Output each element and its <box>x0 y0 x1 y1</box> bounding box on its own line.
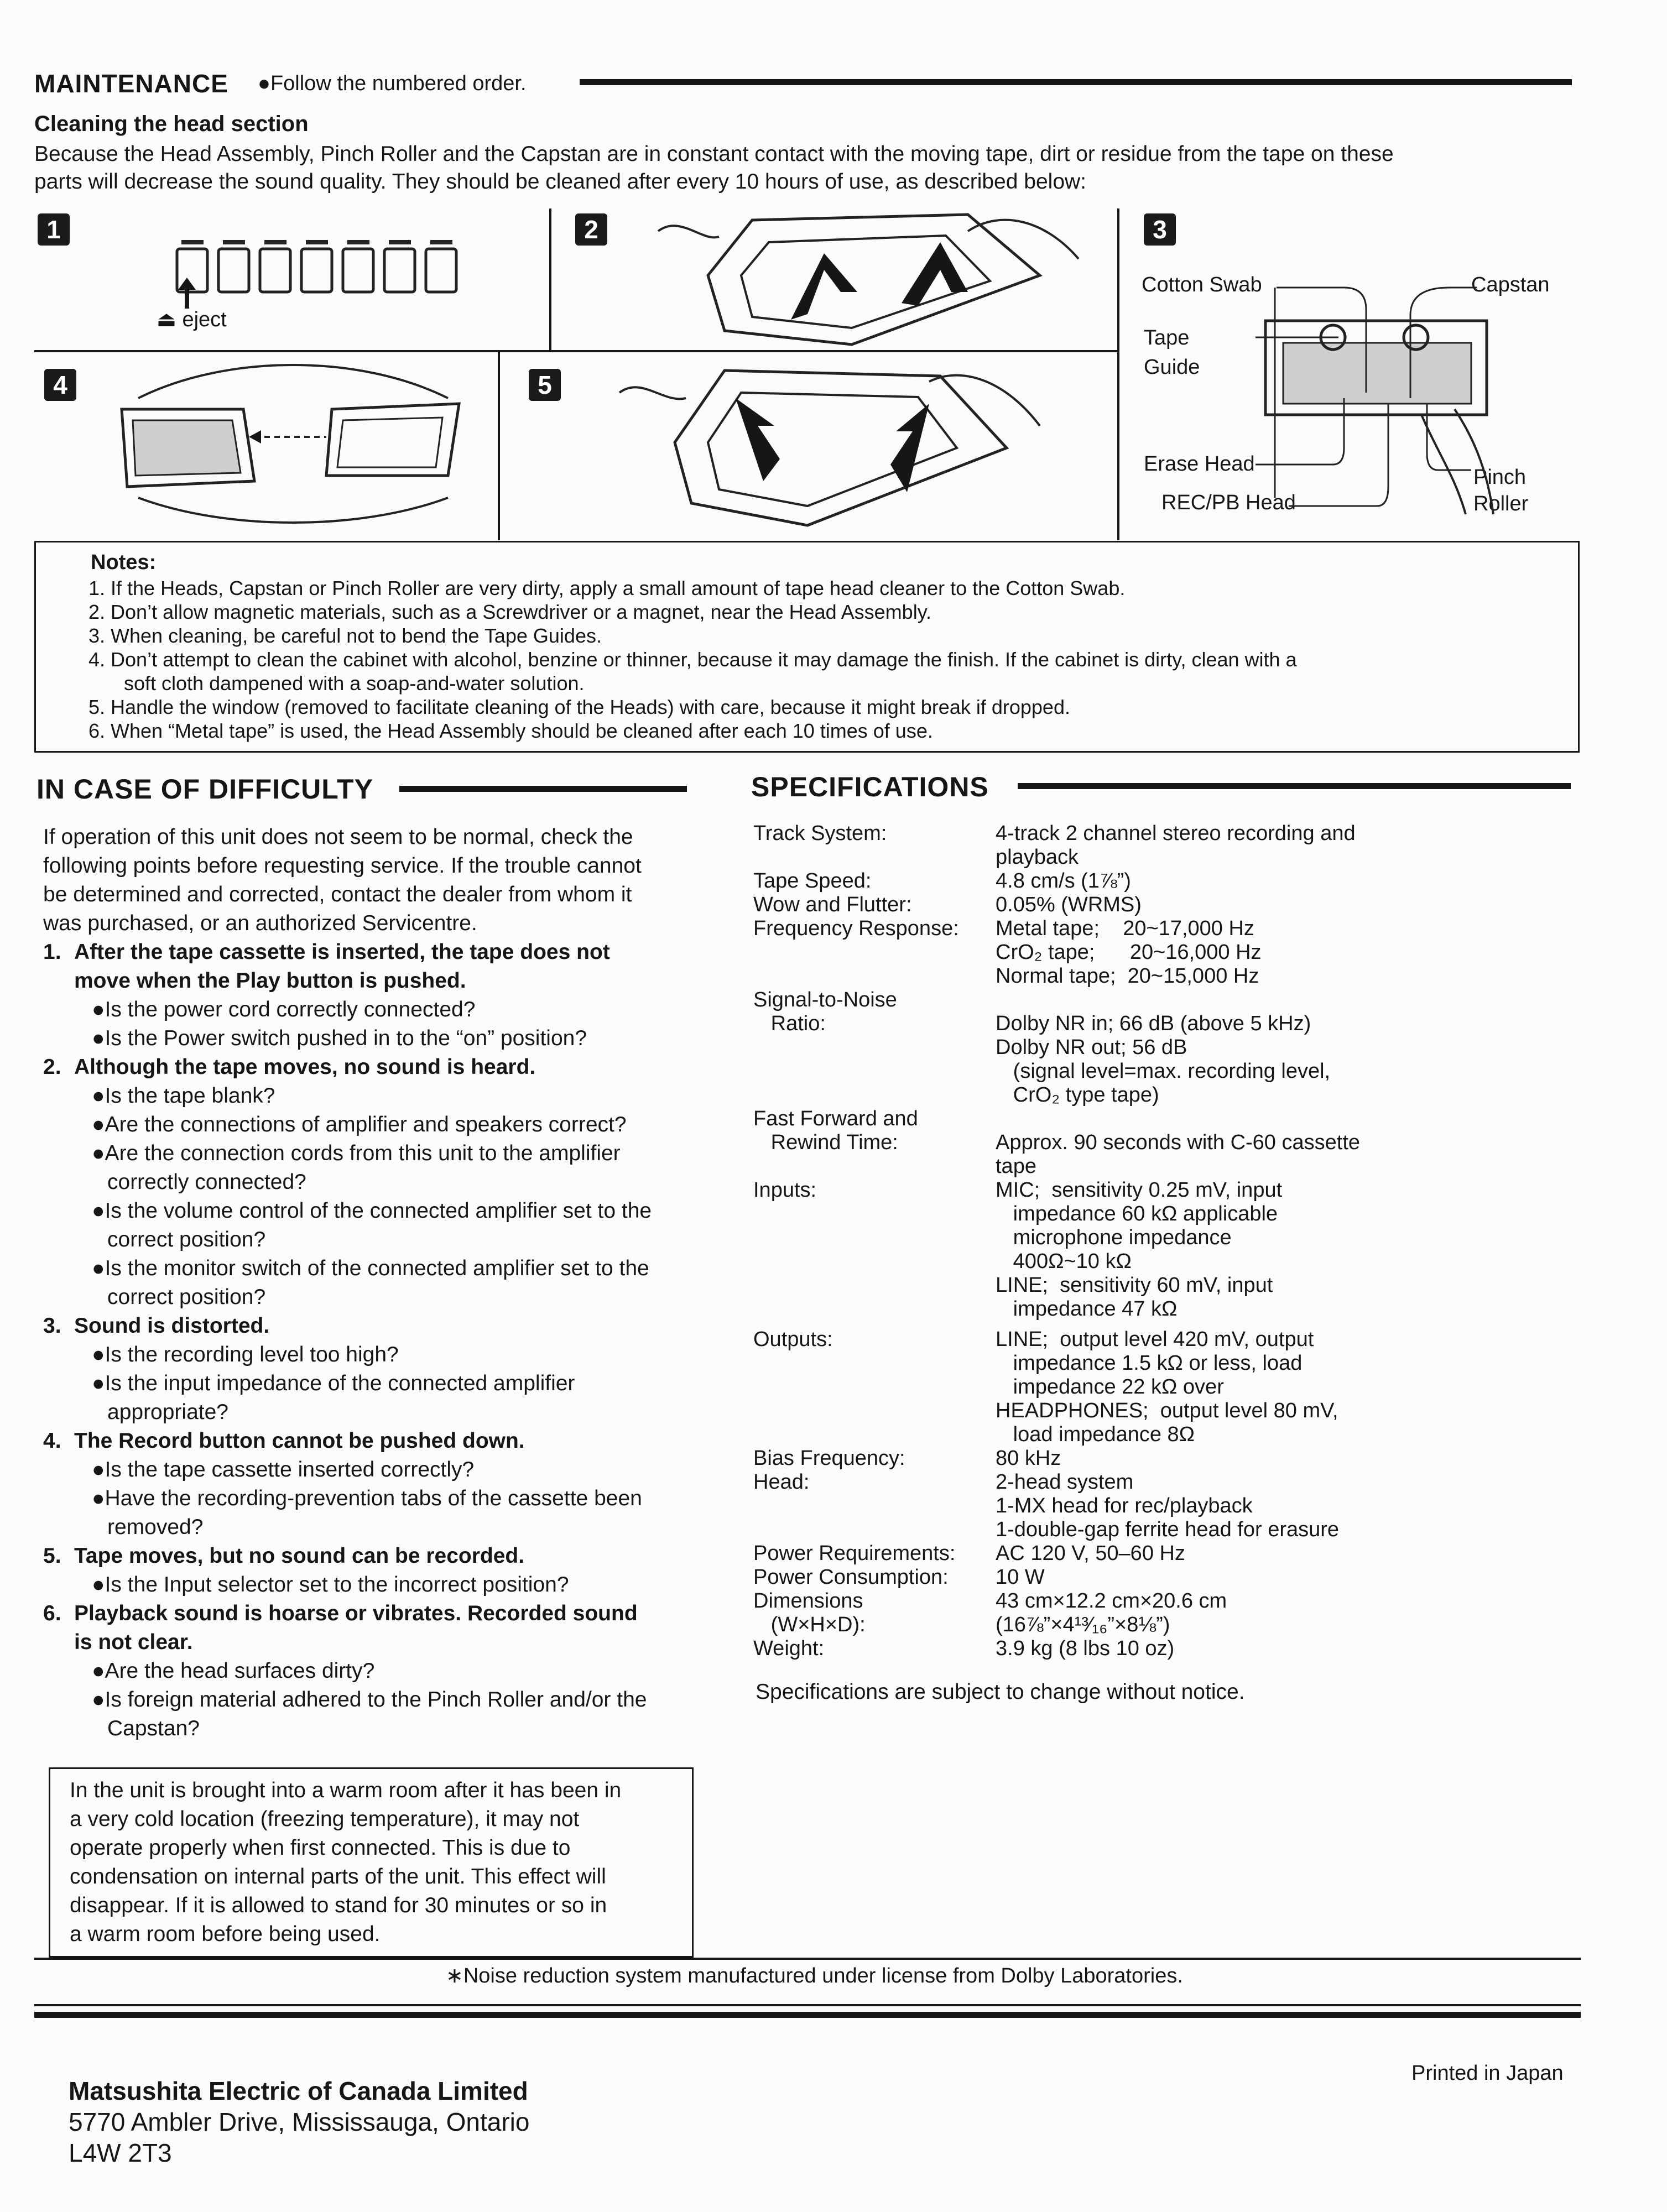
item-number: 4. <box>43 1429 61 1453</box>
spec-label: Power Requirements: <box>753 1542 956 1565</box>
spec-value: CrO₂ type tape) <box>996 1083 1159 1107</box>
window-removed-illustration <box>116 365 470 509</box>
spec-label: Wow and Flutter: <box>753 893 912 916</box>
maintenance-title: MAINTENANCE <box>34 69 228 98</box>
item-number: 6. <box>43 1601 61 1625</box>
check-item: ●Is the input impedance of the connected amplifier <box>92 1371 575 1395</box>
spec-value: LINE; sensitivity 60 mV, input <box>996 1274 1273 1297</box>
check-item: ●Is the volume control of the connected amplifier set to the <box>92 1199 652 1223</box>
spec-label: Power Consumption: <box>753 1566 949 1589</box>
spec-value: 10 W <box>996 1566 1045 1589</box>
dolby-note: ∗Noise reduction system manufactured under license from Dolby Laboratories. <box>446 1964 1183 1987</box>
item-heading: Tape moves, but no sound can be recorded. <box>74 1544 525 1568</box>
difficulty-title: IN CASE OF DIFFICULTY <box>37 774 373 805</box>
item-number: 5. <box>43 1544 61 1568</box>
spec-label: Tape Speed: <box>753 869 872 893</box>
spec-label: Inputs: <box>753 1178 817 1202</box>
note-item: 2. Don’t allow magnetic materials, such as a Screwdriver or a magnet, near the Head Assembly. <box>88 601 932 623</box>
footer-rule-thick <box>34 2012 1581 2018</box>
spec-value: Metal tape; 20~17,000 Hz <box>996 917 1254 940</box>
item-number: 1. <box>43 940 61 964</box>
item-heading: The Record button cannot be pushed down. <box>74 1429 525 1453</box>
condensation-text <box>70 1776 678 1949</box>
spec-value: 80 kHz <box>996 1447 1061 1470</box>
spec-row <box>753 869 1583 893</box>
condensation-line: In the unit is brought into a warm room after it has been in <box>70 1778 622 1802</box>
header-rule <box>580 79 1572 85</box>
company-address-1: 5770 Ambler Drive, Mississauga, Ontario <box>69 2107 530 2136</box>
spec-label: Track System: <box>753 822 887 845</box>
note-item: 3. When cleaning, be careful not to bend the Tape Guides. <box>88 624 602 647</box>
item-heading: Sound is distorted. <box>74 1314 270 1338</box>
spec-value: load impedance 8Ω <box>996 1423 1195 1446</box>
label-capstan: Capstan <box>1471 273 1550 296</box>
spec-value: AC 120 V, 50–60 Hz <box>996 1542 1185 1565</box>
spec-value: 3.9 kg (8 lbs 10 oz) <box>996 1637 1175 1660</box>
spec-value: impedance 1.5 kΩ or less, load <box>996 1352 1303 1375</box>
check-item: correct position? <box>107 1228 266 1251</box>
spec-row <box>753 1589 1583 1637</box>
note-item: 1. If the Heads, Capstan or Pinch Roller are very dirty, apply a small amount of tape head cleaner to the Cotton Swab. <box>88 577 1126 599</box>
spec-value: Normal tape; 20~15,000 Hz <box>996 964 1259 988</box>
spec-label: Fast Forward and <box>753 1107 918 1130</box>
spec-value: impedance 60 kΩ applicable <box>996 1202 1278 1225</box>
spec-value: (16⅞”×4¹³⁄₁₆”×8⅛”) <box>996 1613 1170 1636</box>
intro-line-2: parts will decrease the sound quality. They should be cleaned after every 10 hours of use, as described below: <box>34 170 1087 194</box>
difficulty-rule <box>399 786 687 792</box>
item-heading: is not clear. <box>74 1630 193 1654</box>
check-item: ●Is the monitor switch of the connected amplifier set to the <box>92 1256 649 1280</box>
step-3-badge: 3 <box>1144 213 1176 246</box>
spec-row <box>753 1542 1583 1566</box>
company-address-2: L4W 2T3 <box>69 2138 172 2167</box>
spec-label: Rewind Time: <box>753 1131 898 1154</box>
spec-value: tape <box>996 1155 1036 1178</box>
spec-value: impedance 47 kΩ <box>996 1297 1178 1321</box>
notes-list <box>88 576 1571 743</box>
spec-value <box>996 988 1330 1012</box>
check-item: appropriate? <box>107 1400 228 1424</box>
spec-table <box>753 822 1583 1661</box>
check-item: ●Have the recording-prevention tabs of the cassette been <box>92 1486 642 1510</box>
spec-value: 400Ω~10 kΩ <box>996 1250 1132 1273</box>
maintenance-note: ●Follow the numbered order. <box>258 72 527 95</box>
spec-value: CrO₂ tape; 20~16,000 Hz <box>996 941 1262 964</box>
spec-row <box>753 1470 1583 1542</box>
item-heading: Although the tape moves, no sound is heard. <box>74 1055 536 1079</box>
difficulty-item-3 <box>43 1312 696 1427</box>
spec-label: (W×H×D): <box>753 1613 866 1636</box>
condensation-line: disappear. If it is allowed to stand for 30 minutes or so in <box>70 1893 607 1917</box>
printed-in: Printed in Japan <box>1411 2062 1564 2085</box>
remove-window-illustration <box>658 209 1090 347</box>
check-item: ●Is the recording level too high? <box>92 1343 399 1366</box>
label-tape: Tape <box>1144 326 1190 349</box>
difficulty-intro <box>43 823 696 938</box>
dolby-rule <box>34 1958 1581 1960</box>
intro-line-1: Because the Head Assembly, Pinch Roller and the Capstan are in constant contact with the moving tape, dirt or residue from the tape on these <box>34 142 1394 166</box>
difficulty-item-1 <box>43 938 696 1053</box>
check-item: ●Are the head surfaces dirty? <box>92 1659 375 1683</box>
label-cotton-swab: Cotton Swab <box>1142 273 1262 296</box>
condensation-line: a warm room before being used. <box>70 1922 381 1946</box>
spec-value: 1-MX head for rec/playback <box>996 1494 1253 1517</box>
check-item: Capstan? <box>107 1717 200 1740</box>
check-item: ●Is the Power switch pushed in to the “on” position? <box>92 1026 587 1050</box>
note-item: soft cloth dampened with a soap-and-water solution. <box>124 672 585 695</box>
check-item: ●Is the tape cassette inserted correctly? <box>92 1458 475 1481</box>
step-1-badge: 1 <box>38 213 70 246</box>
item-heading: After the tape cassette is inserted, the tape does not <box>74 940 610 964</box>
spec-value: microphone impedance <box>996 1226 1232 1249</box>
difficulty-item-4 <box>43 1427 696 1542</box>
item-number: 2. <box>43 1055 61 1079</box>
spec-value: Dolby NR in; 66 dB (above 5 kHz) <box>996 1012 1311 1035</box>
cleaning-subhead: Cleaning the head section <box>34 112 309 136</box>
label-roller: Roller <box>1473 492 1529 515</box>
deck-buttons-illustration <box>171 238 459 299</box>
item-heading: Playback sound is hoarse or vibrates. Recorded sound <box>74 1601 638 1625</box>
check-item: ●Is the power cord correctly connected? <box>92 998 476 1021</box>
footer-rule-thin <box>34 2004 1581 2006</box>
spec-value: 43 cm×12.2 cm×20.6 cm <box>996 1589 1227 1613</box>
check-item: correct position? <box>107 1285 266 1309</box>
spec-value: playback <box>996 846 1079 869</box>
spec-value: (signal level=max. recording level, <box>996 1060 1331 1083</box>
spec-row <box>753 1107 1583 1178</box>
step-4-badge: 4 <box>44 369 76 401</box>
label-erase-head: Erase Head <box>1144 452 1255 476</box>
spec-value: MIC; sensitivity 0.25 mV, input <box>996 1178 1283 1202</box>
spec-value: LINE; output level 420 mV, output <box>996 1328 1314 1351</box>
spec-row <box>753 1637 1583 1661</box>
note-item: 4. Don’t attempt to clean the cabinet with alcohol, benzine or thinner, because it may damage the finish. If the cabinet is dirty, clean with a <box>88 648 1297 671</box>
spec-value: Dolby NR out; 56 dB <box>996 1036 1187 1059</box>
spec-label: Weight: <box>753 1637 825 1660</box>
item-number: 3. <box>43 1314 61 1338</box>
spec-label: Dimensions <box>753 1589 863 1613</box>
check-item: ●Are the connections of amplifier and speakers correct? <box>92 1113 627 1136</box>
check-item: removed? <box>107 1515 204 1539</box>
spec-label: Bias Frequency: <box>753 1447 905 1470</box>
spec-row <box>753 893 1583 917</box>
replace-window-illustration <box>619 365 1051 531</box>
spec-value: 2-head system <box>996 1470 1134 1494</box>
spec-disclaimer: Specifications are subject to change without notice. <box>756 1680 1245 1704</box>
intro-line: be determined and corrected, contact the dealer from whom it <box>43 883 632 906</box>
item-heading: move when the Play button is pushed. <box>74 969 466 993</box>
step-2-badge: 2 <box>575 213 607 246</box>
note-item: 5. Handle the window (removed to facilitate cleaning of the Heads) with care, because it might break if dropped. <box>88 696 1070 718</box>
difficulty-item-2 <box>43 1053 696 1312</box>
step-5-badge: 5 <box>529 369 561 401</box>
intro-line: If operation of this unit does not seem to be normal, check the <box>43 825 633 849</box>
eject-label: ⏏ eject <box>157 308 227 331</box>
spec-value: HEADPHONES; output level 80 mV, <box>996 1399 1338 1422</box>
note-item: 6. When “Metal tape” is used, the Head Assembly should be cleaned after each 10 times of use. <box>88 719 933 742</box>
label-guide: Guide <box>1144 356 1200 379</box>
spec-value: 4-track 2 channel stereo recording and <box>996 822 1356 845</box>
spec-row <box>753 822 1583 869</box>
spec-row <box>753 1566 1583 1589</box>
intro-line: following points before requesting service. If the trouble cannot <box>43 854 642 878</box>
difficulty-item-6 <box>43 1599 696 1743</box>
specifications-rule <box>1018 783 1571 789</box>
spec-row <box>753 917 1583 988</box>
spec-row <box>753 1447 1583 1470</box>
spec-label: Frequency Response: <box>753 917 959 940</box>
check-item: correctly connected? <box>107 1170 306 1194</box>
head-section-illustration <box>1256 288 1510 520</box>
spec-row <box>753 1178 1583 1321</box>
check-item: ●Is the Input selector set to the incorrect position? <box>92 1573 569 1597</box>
condensation-line: a very cold location (freezing temperature), it may not <box>70 1807 580 1831</box>
spec-value: impedance 22 kΩ over <box>996 1375 1224 1399</box>
check-item: ●Is the tape blank? <box>92 1084 275 1108</box>
label-pinch: Pinch <box>1473 466 1527 489</box>
spec-label: Signal-to-Noise <box>753 988 897 1011</box>
spec-value <box>996 1107 1360 1131</box>
spec-label: Outputs: <box>753 1328 833 1351</box>
spec-row <box>753 1328 1583 1447</box>
difficulty-item-5 <box>43 1542 696 1599</box>
intro-line: was purchased, or an authorized Servicentre. <box>43 911 477 935</box>
check-item: ●Is foreign material adhered to the Pinch Roller and/or the <box>92 1688 647 1712</box>
specifications-title: SPECIFICATIONS <box>751 771 989 802</box>
spec-value: Approx. 90 seconds with C-60 cassette <box>996 1131 1361 1154</box>
condensation-line: operate properly when first connected. This is due to <box>70 1836 571 1860</box>
condensation-line: condensation on internal parts of the unit. This effect will <box>70 1865 606 1888</box>
notes-title: Notes: <box>91 551 157 574</box>
spec-value: 1-double-gap ferrite head for erasure <box>996 1518 1340 1541</box>
difficulty-section <box>43 823 696 1743</box>
spec-value: 4.8 cm/s (1⅞”) <box>996 869 1131 893</box>
check-item: ●Are the connection cords from this unit to the amplifier <box>92 1141 621 1165</box>
eject-arrow-icon <box>176 276 198 310</box>
company-name: Matsushita Electric of Canada Limited <box>69 2077 528 2105</box>
spec-value: 0.05% (WRMS) <box>996 893 1142 916</box>
spec-label: Ratio: <box>753 1012 826 1035</box>
spec-row <box>753 988 1583 1107</box>
spec-label: Head: <box>753 1470 810 1494</box>
label-recpb-head: REC/PB Head <box>1161 491 1296 514</box>
